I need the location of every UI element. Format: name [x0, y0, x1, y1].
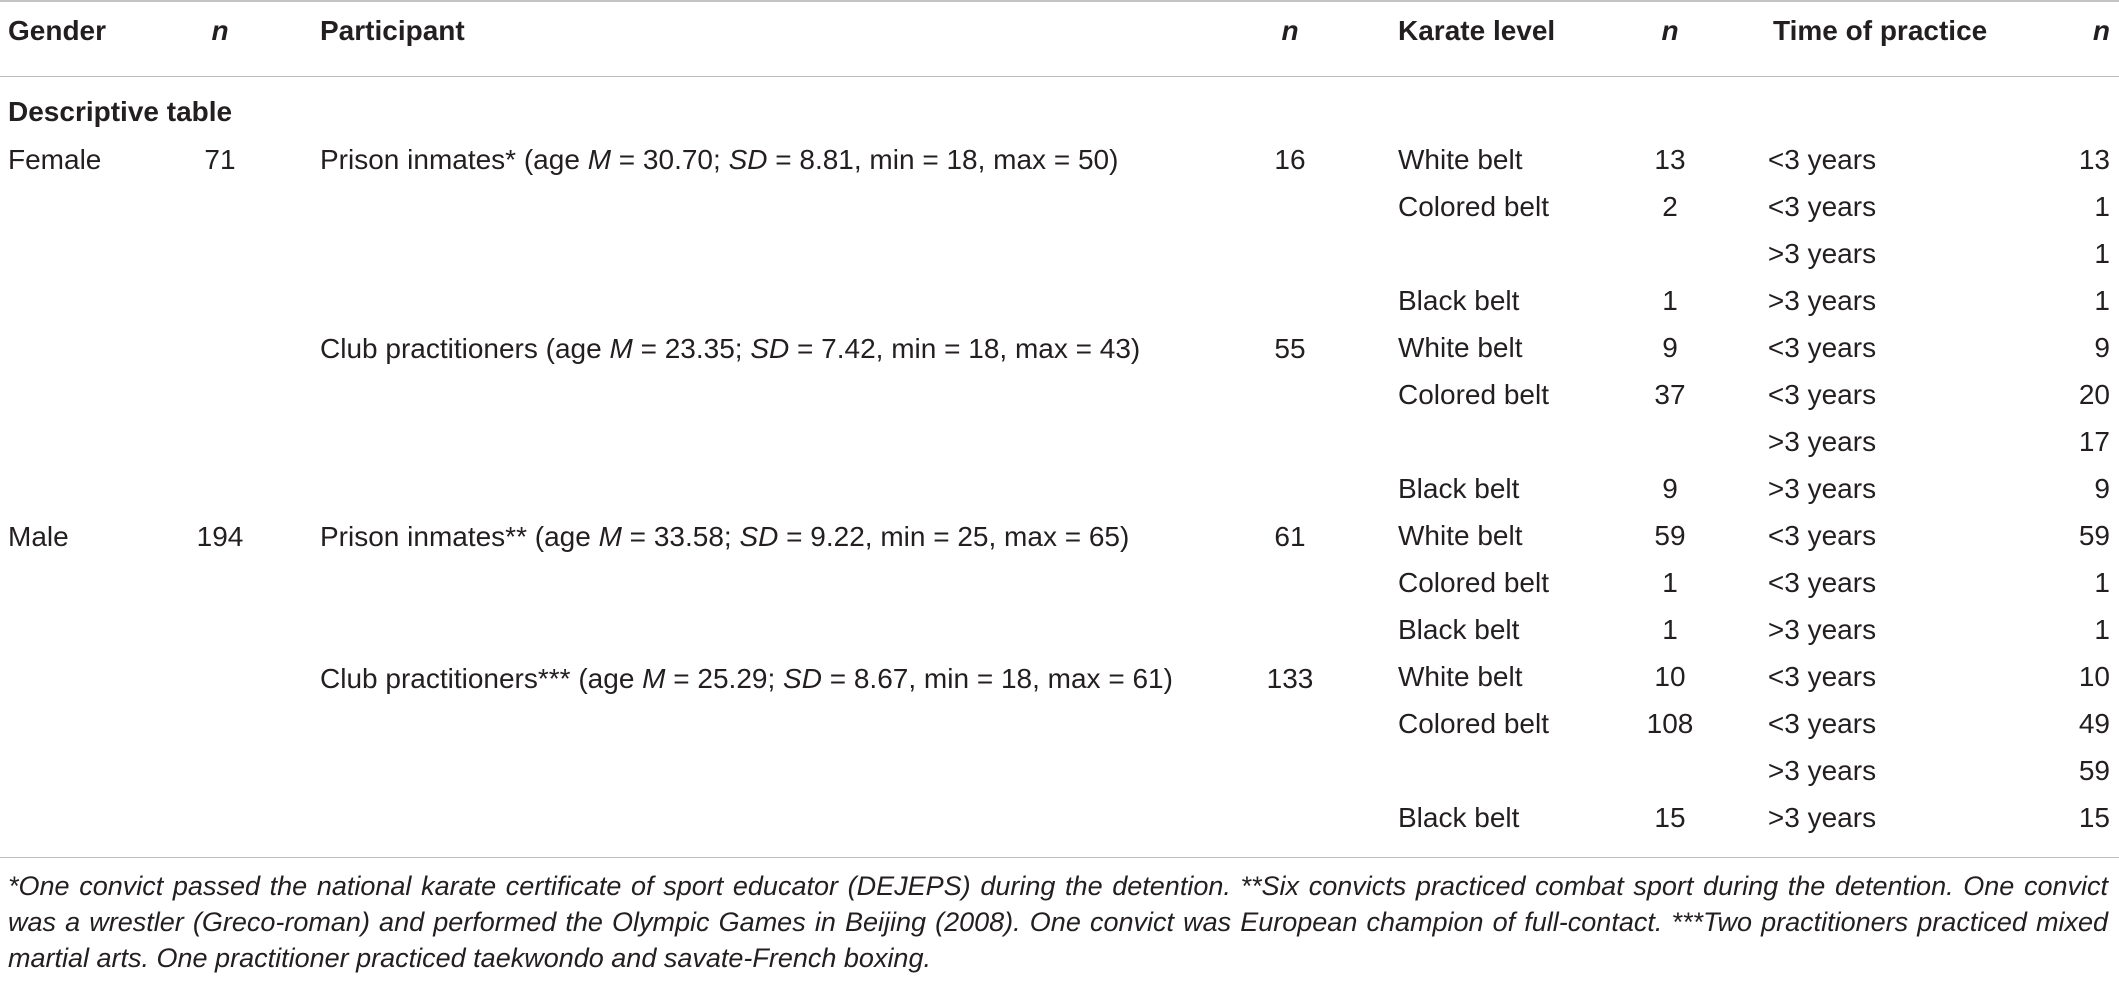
time-of-practice-cell: >3 years: [1767, 802, 1877, 833]
time-of-practice-n-cell: 1: [2094, 238, 2110, 269]
header-time-of-practice: Time of practice: [1773, 15, 1988, 46]
time-of-practice-cell: >3 years: [1767, 614, 1877, 645]
time-of-practice-cell: <3 years: [1767, 708, 1877, 739]
table-footnote: *One convict passed the national karate certificate of sport educator (DEJEPS) during the detention. **Six convicts practiced combat sport during the detention. One convict was a wrestler (Greco-roman) and performed the Olympic Games in Beijing (2008). One convict was European champion of full-contact. ***Two practitioners practiced mixed martial arts. One practitioner practiced taekwondo and savate-French boxing.: [8, 871, 2108, 973]
karate-level-cell: White belt: [1398, 661, 1523, 692]
karate-level-cell: Colored belt: [1398, 567, 1549, 598]
time-of-practice-cell: <3 years: [1767, 661, 1877, 692]
karate-level-n-cell: 15: [1654, 802, 1686, 833]
time-of-practice-cell: <3 years: [1767, 379, 1877, 410]
header-gender: Gender: [8, 15, 107, 46]
gender-male: Male: [8, 521, 69, 552]
header-n-gender: n: [211, 15, 229, 46]
time-of-practice-cell: >3 years: [1767, 473, 1877, 504]
time-of-practice-n-cell: 15: [2078, 802, 2110, 833]
time-of-practice-n-cell: 13: [2078, 144, 2110, 175]
karate-level-cell: Colored belt: [1398, 708, 1549, 739]
time-of-practice-cell: >3 years: [1767, 238, 1877, 269]
karate-level-n-cell: 37: [1654, 379, 1686, 410]
participant-male-inmates-n: 61: [1274, 521, 1306, 552]
section-title: Descriptive table: [8, 96, 233, 127]
karate-level-n-cell: 9: [1662, 473, 1678, 504]
header-karate-level: Karate level: [1398, 15, 1556, 46]
karate-level-n-cell: 1: [1662, 567, 1678, 598]
karate-level-cell: Black belt: [1398, 614, 1520, 645]
participant-female-inmates: Prison inmates* (age M = 30.70; SD = 8.81, min = 18, max = 50): [320, 144, 1119, 175]
header-rule: [0, 76, 2119, 77]
gender-male-n: 194: [196, 521, 244, 552]
header-n-participant: n: [1281, 15, 1299, 46]
time-of-practice-cell: <3 years: [1767, 332, 1877, 363]
time-of-practice-cell: <3 years: [1767, 567, 1877, 598]
karate-level-cell: White belt: [1398, 520, 1523, 551]
time-of-practice-n-cell: 1: [2094, 614, 2110, 645]
karate-level-n-cell: 1: [1662, 285, 1678, 316]
karate-level-n-cell: 2: [1662, 191, 1678, 222]
time-of-practice-n-cell: 1: [2094, 567, 2110, 598]
time-of-practice-n-cell: 1: [2094, 285, 2110, 316]
karate-level-n-cell: 59: [1654, 520, 1686, 551]
time-of-practice-n-cell: 1: [2094, 191, 2110, 222]
participant-male-club: Club practitioners*** (age M = 25.29; SD = 8.67, min = 18, max = 61): [320, 663, 1173, 694]
gender-female-n: 71: [204, 144, 236, 175]
karate-level-n-cell: 1: [1662, 614, 1678, 645]
time-of-practice-n-cell: 59: [2078, 520, 2110, 551]
time-of-practice-n-cell: 17: [2078, 426, 2110, 457]
karate-level-cell: White belt: [1398, 144, 1523, 175]
time-of-practice-n-cell: 9: [2094, 473, 2110, 504]
participant-male-club-n: 133: [1266, 663, 1314, 694]
time-of-practice-n-cell: 20: [2078, 379, 2110, 410]
participant-female-club: Club practitioners (age M = 23.35; SD = 7.42, min = 18, max = 43): [320, 333, 1141, 364]
time-of-practice-cell: <3 years: [1767, 520, 1877, 551]
karate-level-n-cell: 9: [1662, 332, 1678, 363]
karate-level-cell: Colored belt: [1398, 379, 1549, 410]
time-of-practice-cell: >3 years: [1767, 426, 1877, 457]
karate-level-cell: Colored belt: [1398, 191, 1549, 222]
header-n-time: n: [2092, 15, 2110, 46]
footer-rule: [0, 857, 2119, 858]
karate-level-cell: Black belt: [1398, 285, 1520, 316]
gender-female: Female: [8, 144, 102, 175]
table-top-rule: [0, 0, 2119, 2]
karate-level-n-cell: 13: [1654, 144, 1686, 175]
time-of-practice-cell: <3 years: [1767, 144, 1877, 175]
participant-male-inmates: Prison inmates** (age M = 33.58; SD = 9.22, min = 25, max = 65): [320, 521, 1130, 552]
karate-level-cell: Black belt: [1398, 473, 1520, 504]
karate-level-cell: White belt: [1398, 332, 1523, 363]
time-of-practice-n-cell: 10: [2078, 661, 2110, 692]
karate-level-n-cell: 10: [1654, 661, 1686, 692]
header-participant: Participant: [320, 15, 465, 46]
time-of-practice-n-cell: 9: [2094, 332, 2110, 363]
time-of-practice-n-cell: 59: [2078, 755, 2110, 786]
karate-level-cell: Black belt: [1398, 802, 1520, 833]
time-of-practice-cell: >3 years: [1767, 755, 1877, 786]
time-of-practice-cell: <3 years: [1767, 191, 1877, 222]
header-n-karate-level: n: [1661, 15, 1679, 46]
participant-female-inmates-n: 16: [1274, 144, 1306, 175]
participant-female-club-n: 55: [1274, 333, 1306, 364]
time-of-practice-cell: >3 years: [1767, 285, 1877, 316]
karate-level-n-cell: 108: [1646, 708, 1694, 739]
time-of-practice-n-cell: 49: [2078, 708, 2110, 739]
